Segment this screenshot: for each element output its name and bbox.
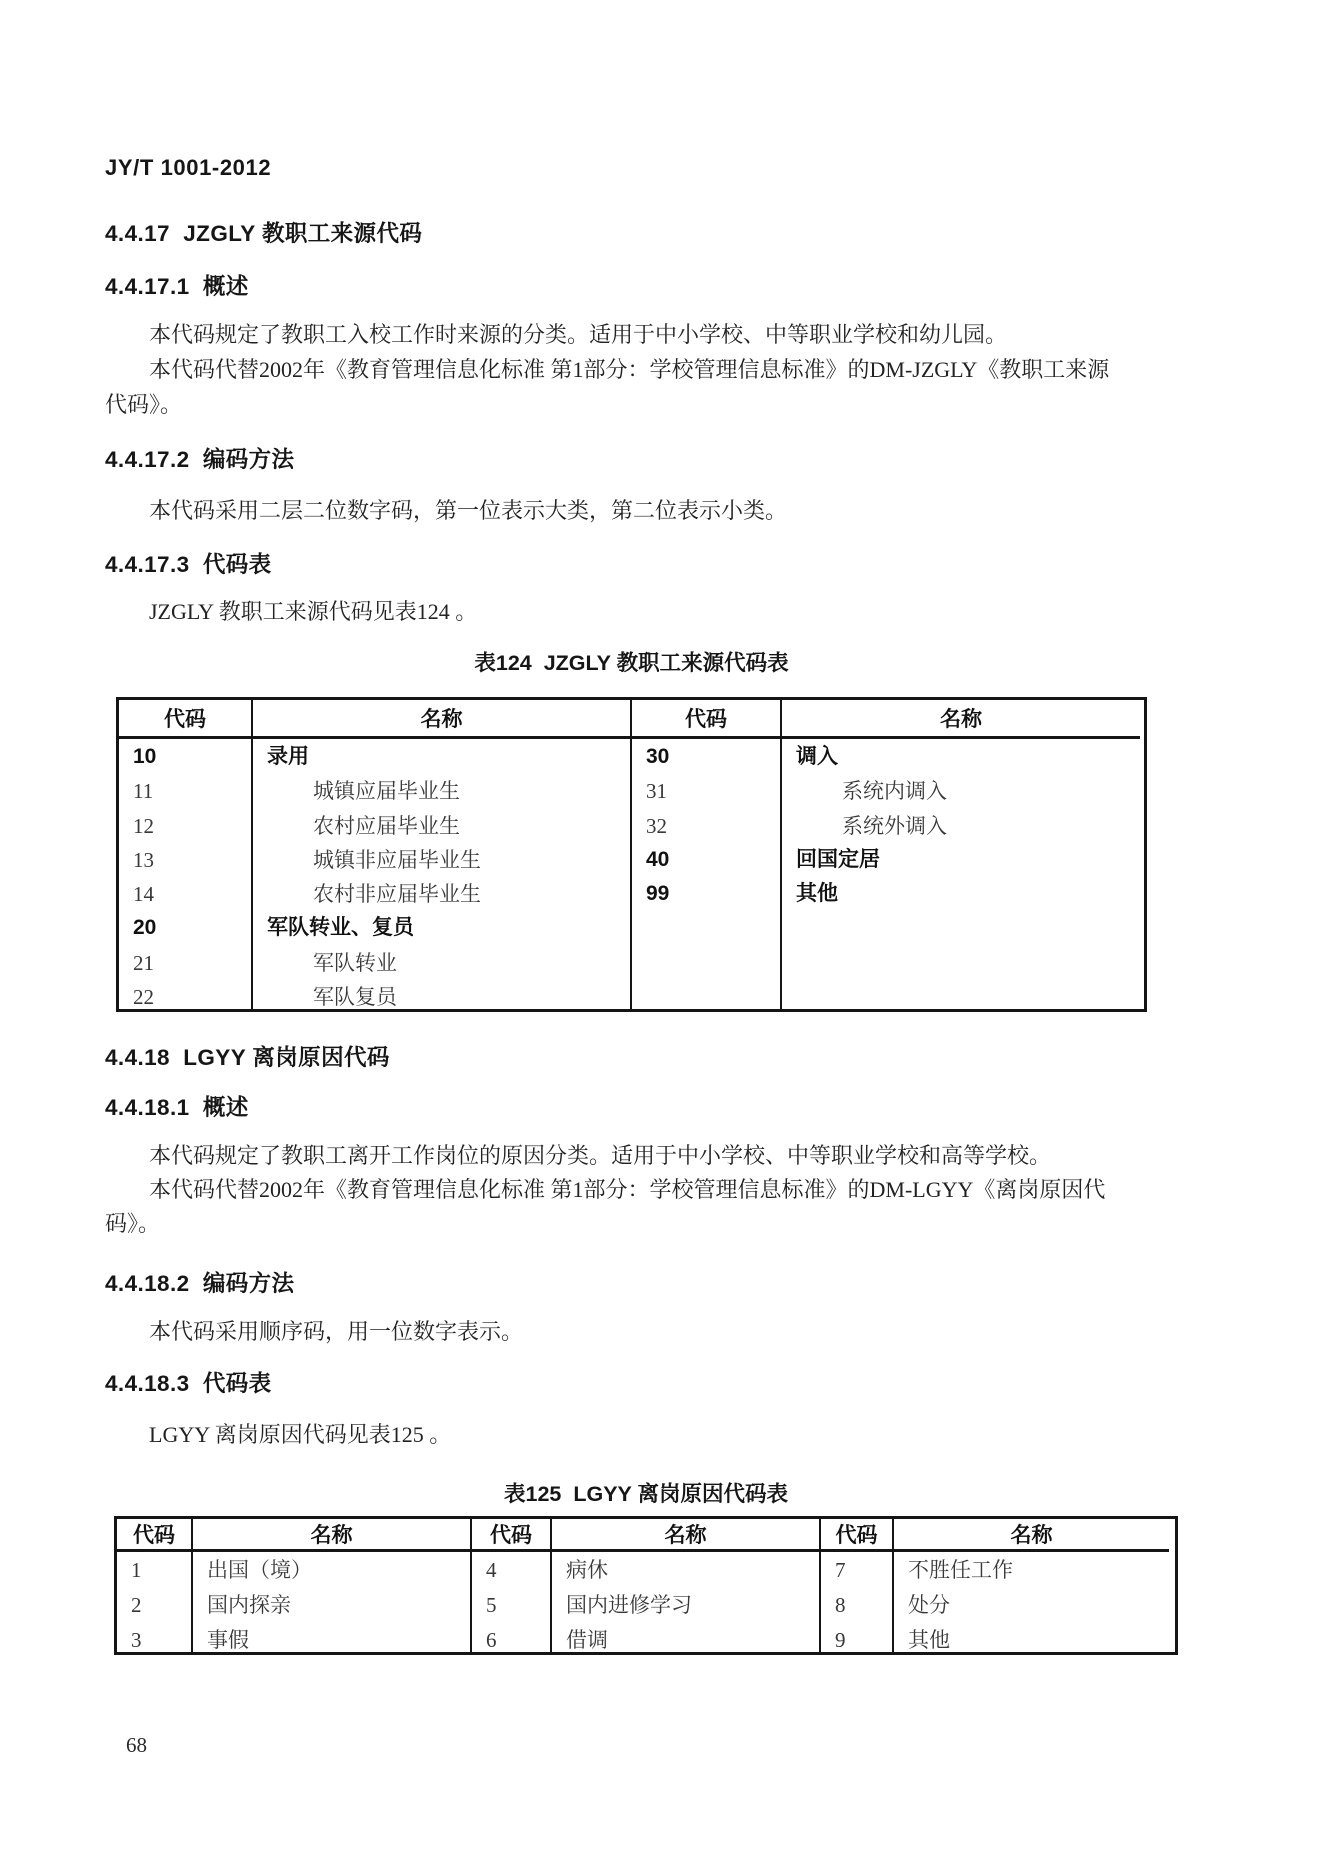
table-line: 7 bbox=[835, 1558, 846, 1582]
table-line: 处分 bbox=[908, 1593, 950, 1617]
table-line: 20 bbox=[133, 916, 157, 940]
table-line: 城镇应届毕业生 bbox=[313, 779, 460, 804]
heading-4-4-17-2: 4.4.17.2 编码方法 bbox=[105, 447, 295, 472]
table-line: 国内进修学习 bbox=[566, 1593, 692, 1617]
table-124-caption: 表124 JZGLY 教职工来源代码表 bbox=[474, 651, 789, 675]
heading-4-4-18-1: 4.4.18.1 概述 bbox=[105, 1095, 249, 1120]
paragraph: LGYY 离岗原因代码见表125 。 bbox=[149, 1422, 452, 1447]
table-line: 事假 bbox=[207, 1628, 249, 1652]
column-header: 代码 bbox=[632, 700, 780, 739]
table-125-col-code-2 bbox=[470, 1519, 550, 1652]
table-line: 调入 bbox=[796, 745, 838, 768]
paragraph: 代码》。 bbox=[105, 392, 183, 417]
heading-4-4-18-3: 4.4.18.3 代码表 bbox=[105, 1371, 272, 1396]
table-line: 31 bbox=[646, 779, 667, 804]
paragraph: 码》。 bbox=[105, 1211, 161, 1236]
column-header: 名称 bbox=[253, 700, 630, 739]
table-line: 军队复员 bbox=[313, 985, 397, 1010]
paragraph: 本代码代替2002年《教育管理信息化标准 第1部分：学校管理信息标准》的DM-JZGLY《教职工来源 bbox=[149, 357, 1110, 382]
table-line: 出国（境） bbox=[207, 1558, 312, 1582]
table-124-col-name-right bbox=[780, 700, 1140, 1009]
table-125-col-code-1 bbox=[117, 1519, 191, 1652]
table-124-col-code-left bbox=[119, 700, 251, 1009]
table-line: 城镇非应届毕业生 bbox=[313, 847, 481, 872]
page-number: 68 bbox=[126, 1733, 147, 1757]
table-line: 1 bbox=[131, 1558, 142, 1582]
table-line: 3 bbox=[131, 1628, 142, 1652]
table-line: 10 bbox=[133, 745, 157, 768]
column-header: 代码 bbox=[472, 1519, 550, 1552]
table-line: 农村非应届毕业生 bbox=[313, 882, 481, 907]
table-line: 11 bbox=[133, 779, 154, 804]
paragraph: 本代码规定了教职工离开工作岗位的原因分类。适用于中小学校、中等职业学校和高等学校。 bbox=[149, 1143, 1052, 1168]
column-header: 名称 bbox=[782, 700, 1140, 739]
table-cell-codes bbox=[117, 1552, 191, 1658]
paragraph: 本代码代替2002年《教育管理信息化标准 第1部分：学校管理信息标准》的DM-LGYY《离岗原因代 bbox=[149, 1177, 1106, 1202]
paragraph: JZGLY 教职工来源代码见表124 。 bbox=[149, 599, 478, 624]
column-header: 名称 bbox=[193, 1519, 470, 1552]
table-line: 农村应届毕业生 bbox=[313, 813, 460, 838]
table-cell-names bbox=[193, 1552, 470, 1658]
column-header: 代码 bbox=[119, 700, 251, 739]
table-125-col-name-1 bbox=[191, 1519, 470, 1652]
table-line: 病休 bbox=[566, 1558, 608, 1582]
table-line: 回国定居 bbox=[796, 847, 880, 871]
table-line: 军队转业 bbox=[313, 950, 397, 975]
table-line: 录用 bbox=[267, 745, 309, 768]
table-124-col-name-left bbox=[251, 700, 630, 1009]
paragraph: 本代码采用顺序码，用一位数字表示。 bbox=[149, 1319, 524, 1344]
table-line: 40 bbox=[646, 847, 670, 871]
table-125-col-name-3 bbox=[892, 1519, 1169, 1652]
table-125-col-name-2 bbox=[550, 1519, 819, 1652]
heading-4-4-18-2: 4.4.18.2 编码方法 bbox=[105, 1271, 295, 1296]
table-line: 14 bbox=[133, 882, 154, 907]
heading-4-4-17: 4.4.17 JZGLY 教职工来源代码 bbox=[105, 221, 423, 246]
table-cell-codes bbox=[632, 739, 780, 911]
table-125 bbox=[114, 1516, 1178, 1655]
table-line: 其他 bbox=[796, 882, 838, 906]
table-line: 21 bbox=[133, 950, 154, 975]
heading-4-4-17-3: 4.4.17.3 代码表 bbox=[105, 552, 272, 577]
table-line: 其他 bbox=[908, 1628, 950, 1652]
table-line: 2 bbox=[131, 1593, 142, 1617]
table-cell-codes bbox=[821, 1552, 892, 1658]
paragraph: 本代码采用二层二位数字码，第一位表示大类，第二位表示小类。 bbox=[149, 498, 788, 523]
table-line: 军队转业、复员 bbox=[267, 916, 414, 940]
table-cell-names bbox=[253, 739, 630, 1014]
table-124-col-code-right bbox=[630, 700, 780, 1009]
heading-4-4-18: 4.4.18 LGYY 离岗原因代码 bbox=[105, 1045, 390, 1070]
table-line: 国内探亲 bbox=[207, 1593, 291, 1617]
table-cell-names bbox=[782, 739, 1140, 911]
table-line: 13 bbox=[133, 847, 154, 872]
column-header: 名称 bbox=[552, 1519, 819, 1552]
table-line: 系统内调入 bbox=[842, 779, 947, 804]
column-header: 名称 bbox=[894, 1519, 1169, 1552]
table-line: 5 bbox=[486, 1593, 497, 1617]
column-header: 代码 bbox=[117, 1519, 191, 1552]
table-125-caption: 表125 LGYY 离岗原因代码表 bbox=[504, 1482, 788, 1506]
table-line: 不胜任工作 bbox=[908, 1558, 1013, 1582]
table-line: 22 bbox=[133, 985, 154, 1010]
paragraph: 本代码规定了教职工入校工作时来源的分类。适用于中小学校、中等职业学校和幼儿园。 bbox=[149, 322, 1008, 347]
table-line: 9 bbox=[835, 1628, 846, 1652]
table-line: 借调 bbox=[566, 1628, 608, 1652]
table-line: 系统外调入 bbox=[842, 813, 947, 838]
column-header: 代码 bbox=[821, 1519, 892, 1552]
table-cell-codes bbox=[472, 1552, 550, 1658]
table-cell-names bbox=[552, 1552, 819, 1658]
table-line: 30 bbox=[646, 745, 670, 768]
table-line: 99 bbox=[646, 882, 670, 906]
heading-4-4-17-1: 4.4.17.1 概述 bbox=[105, 274, 249, 299]
table-line: 12 bbox=[133, 813, 154, 838]
table-line: 6 bbox=[486, 1628, 497, 1652]
table-cell-codes bbox=[119, 739, 251, 1014]
table-line: 32 bbox=[646, 813, 667, 838]
doc-code: JY/T 1001-2012 bbox=[105, 155, 272, 180]
table-cell-names bbox=[894, 1552, 1169, 1658]
table-line: 8 bbox=[835, 1593, 846, 1617]
table-124 bbox=[116, 697, 1147, 1012]
table-125-col-code-3 bbox=[819, 1519, 892, 1652]
table-line: 4 bbox=[486, 1558, 497, 1582]
